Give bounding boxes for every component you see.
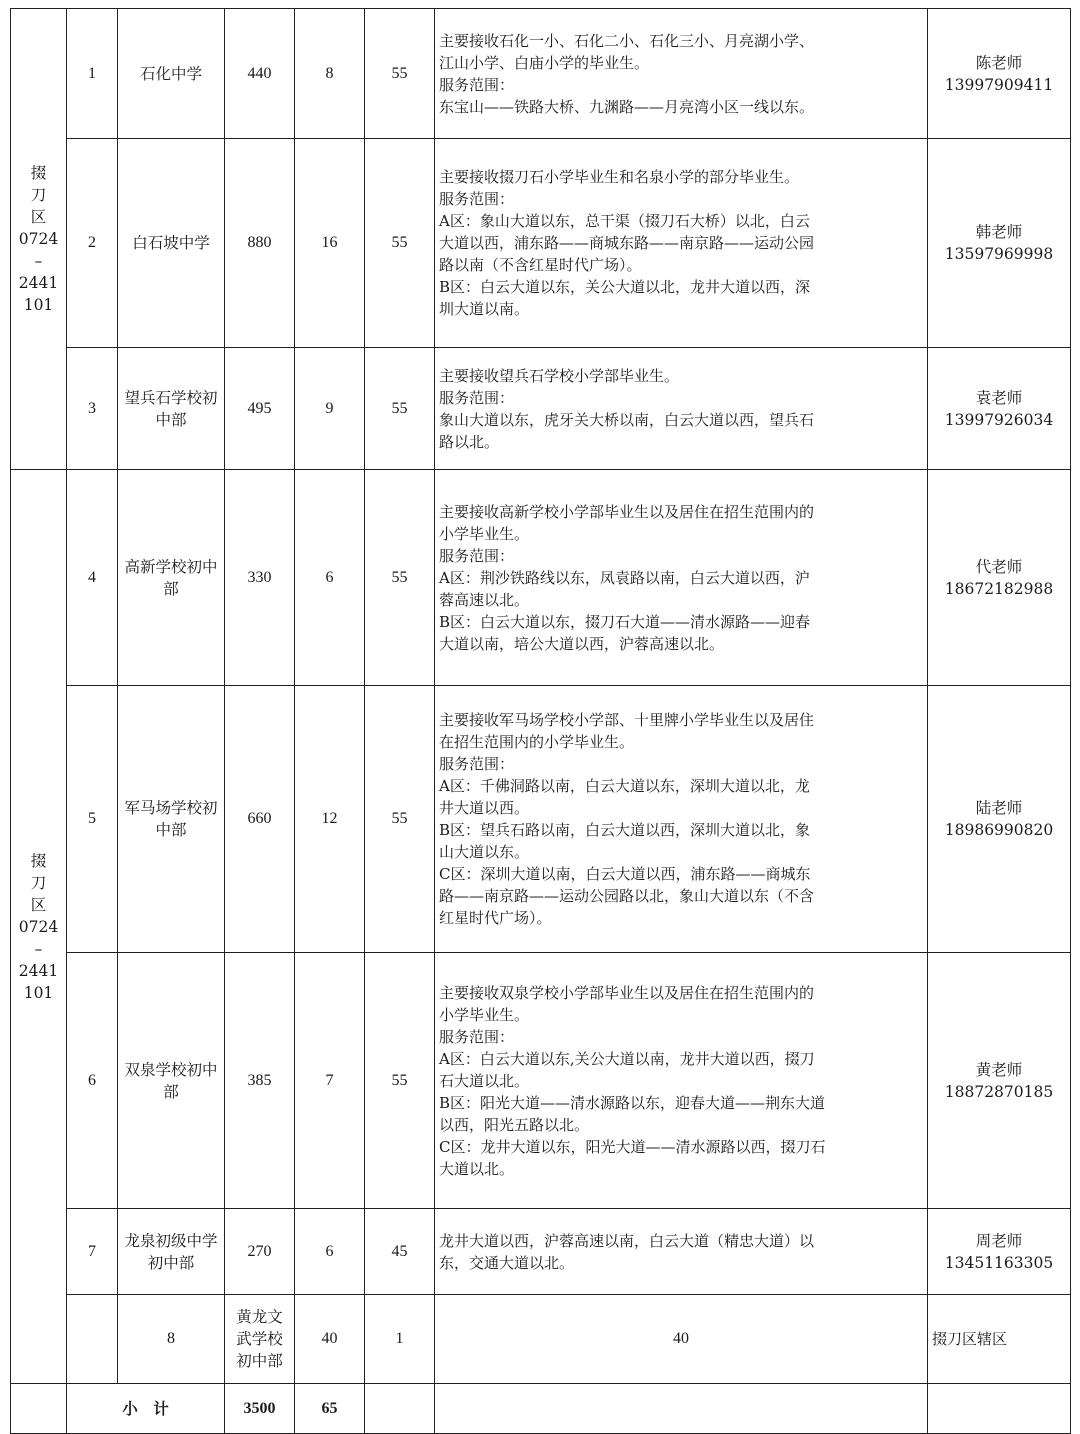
enrollment-count: 40: [295, 1295, 365, 1384]
class-size: 55: [365, 686, 435, 953]
subtotal-enrollment: 3500: [225, 1384, 295, 1434]
school-name: 龙泉初级中学初中部: [118, 1209, 225, 1295]
service-description: 龙井大道以西，沪蓉高速以南，白云大道（精忠大道）以 东，交通大道以北。: [435, 1209, 928, 1295]
contact-cell: [928, 470, 1071, 686]
school-name: 黄龙文武学校初中部: [225, 1295, 295, 1384]
class-count: 6: [295, 1209, 365, 1295]
row-number: 6: [67, 953, 118, 1209]
class-count: 9: [295, 348, 365, 470]
class-count: 16: [295, 139, 365, 348]
contact-name: 韩老师: [975, 223, 1023, 241]
service-description: 主要接收高新学校小学部毕业生以及居住在招生范围内的 小学毕业生。 服务范围： A区：荆沙铁路线以东，凤袁路以南，白云大道以西，沪 蓉高速以北。 B区：白云大道以东，掇刀石大道——清水源路——迎春 大道以南，培公大道以西，沪蓉高速以北。: [435, 470, 928, 686]
service-description: 主要接收掇刀石小学毕业生和名泉小学的部分毕业生。 服务范围： A区：象山大道以东，总干渠（掇刀石大桥）以北，白云 大道以西，浦东路——商城东路——南京路——运动公园 路以南（不含红星时代广场）。 B区：白云大道以东，关公大道以北，龙井大道以西，深 圳大道以南。: [435, 139, 928, 348]
school-name: 双泉学校初中部: [118, 953, 225, 1209]
contact-name: 陆老师: [975, 799, 1023, 817]
row-number: 3: [67, 348, 118, 470]
subtotal-empty: [435, 1384, 928, 1434]
enrollment-count: 330: [225, 470, 295, 686]
table-row: [11, 953, 1071, 1209]
class-count: 12: [295, 686, 365, 953]
enrollment-count: 385: [225, 953, 295, 1209]
district-cell-empty: [67, 1295, 118, 1384]
class-size: 45: [365, 1209, 435, 1295]
contact-phone: 18872870185: [944, 1082, 1054, 1101]
class-count: 7: [295, 953, 365, 1209]
class-count: 6: [295, 470, 365, 686]
class-size: 40: [435, 1295, 928, 1384]
school-name: 高新学校初中部: [118, 470, 225, 686]
table-row: [11, 348, 1071, 470]
service-description: 主要接收石化一小、石化二小、石化三小、月亮湖小学、 江山小学、白庙小学的毕业生。 服务范围： 东宝山——铁路大桥、九渊路——月亮湾小区一线以东。: [435, 9, 928, 139]
class-size: 55: [365, 139, 435, 348]
contact-cell: [928, 139, 1071, 348]
table-row: [11, 470, 1071, 686]
service-description: 掇刀区辖区: [928, 1295, 1071, 1384]
class-size: 55: [365, 9, 435, 139]
enrollment-count: 880: [225, 139, 295, 348]
contact-name: 陈老师: [975, 53, 1023, 72]
school-name: 军马场学校初中部: [118, 686, 225, 953]
contact-name: 袁老师: [975, 388, 1023, 407]
contact-phone: 13451163305: [944, 1253, 1054, 1272]
row-number: 4: [67, 470, 118, 686]
district-cell: 掇 刀 区 0724 – 2441 101: [11, 9, 67, 470]
school-name: 望兵石学校初中部: [118, 348, 225, 470]
row-number: 7: [67, 1209, 118, 1295]
subtotal-classes: 65: [295, 1384, 365, 1434]
contact-cell: [928, 9, 1071, 139]
enrollment-count: 270: [225, 1209, 295, 1295]
table-body: [11, 9, 1071, 1434]
subtotal-empty: [365, 1384, 435, 1434]
subtotal-row: [11, 1384, 1071, 1434]
row-number: 5: [67, 686, 118, 953]
enrollment-count: 660: [225, 686, 295, 953]
table-row: [11, 686, 1071, 953]
contact-cell: [928, 1209, 1071, 1295]
service-description: 主要接收军马场学校小学部、十里牌小学毕业生以及居住 在招生范围内的小学毕业生。 服务范围： A区：千佛洞路以南，白云大道以东，深圳大道以北，龙 井大道以西。 B区：望兵石路以南，白云大道以西，深圳大道以北，象 山大道以东。 C区：深圳大道以南，白云大道以西，浦东路——商城东 路——南京路——运动公园路以北，象山大道以东（不含 红星时代广场）。: [435, 686, 928, 953]
row-number: 8: [118, 1295, 225, 1384]
row-number: 2: [67, 139, 118, 348]
contact-phone: 13997926034: [944, 410, 1054, 429]
enrollment-count: 495: [225, 348, 295, 470]
subtotal-empty: [928, 1384, 1071, 1434]
class-size: 55: [365, 348, 435, 470]
enrollment-table: [10, 8, 1071, 1434]
contact-cell: [928, 953, 1071, 1209]
contact-phone: 18986990820: [944, 821, 1054, 839]
class-count: 1: [365, 1295, 435, 1384]
contact-name: 周老师: [975, 1231, 1023, 1250]
table-row: [11, 9, 1071, 139]
contact-cell: [928, 686, 1071, 953]
service-description: 主要接收望兵石学校小学部毕业生。 服务范围： 象山大道以东，虎牙关大桥以南，白云大道以西，望兵石 路以北。: [435, 348, 928, 470]
class-size: 55: [365, 470, 435, 686]
contact-name: 黄老师: [975, 1060, 1023, 1079]
contact-name: 代老师: [975, 557, 1023, 576]
subtotal-label: 小 计: [67, 1384, 225, 1434]
enrollment-count: 440: [225, 9, 295, 139]
contact-phone: 13597969998: [944, 245, 1054, 263]
row-number: 1: [67, 9, 118, 139]
district-cell: 掇 刀 区 0724 – 2441 101: [11, 470, 67, 1384]
class-size: 55: [365, 953, 435, 1209]
contact-phone: 18672182988: [944, 579, 1054, 598]
school-name: 白石坡中学: [118, 139, 225, 348]
table-row: [11, 1295, 1071, 1384]
table-row: [11, 1209, 1071, 1295]
class-count: 8: [295, 9, 365, 139]
service-description: 主要接收双泉学校小学部毕业生以及居住在招生范围内的 小学毕业生。 服务范围： A区：白云大道以东,关公大道以南，龙井大道以西，掇刀 石大道以北。 B区：阳光大道——清水源路以东，迎春大道——荆东大道 以西，阳光五路以北。 C区：龙井大道以东，阳光大道——清水源路以西，掇刀石 大道以北。: [435, 953, 928, 1209]
table-row: [11, 139, 1071, 348]
contact-phone: 13997909411: [944, 75, 1054, 94]
district-cell-empty: [11, 1384, 67, 1434]
school-name: 石化中学: [118, 9, 225, 139]
contact-cell: [928, 348, 1071, 470]
